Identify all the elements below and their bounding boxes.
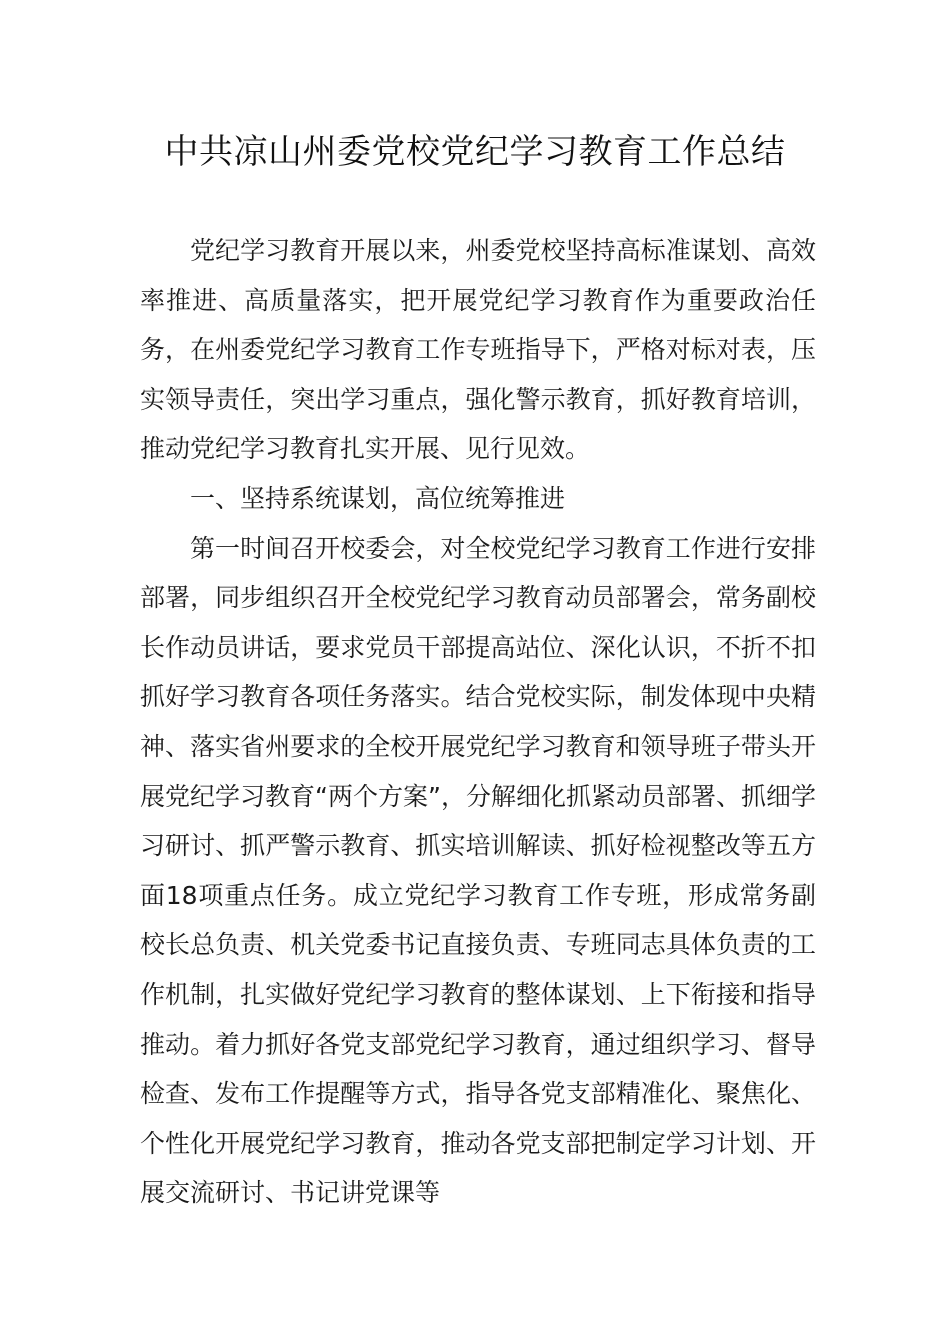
document-title: 中共凉山州委党校党纪学习教育工作总结	[164, 132, 786, 172]
paragraph-section-1: 第一时间召开校委会，对全校党纪学习教育工作进行安排部署，同步组织召开全校党纪学习教育动员部署会，常务副校长作动员讲话，要求党员干部提高站位、深化认识，不折不扣抓好学习教育各项任务落实。结合党校实际，制发体现中央精神、落实省州要求的全校开展党纪学习教育和领导班子带头开展党纪学习教育“两个方案”，分解细化抓紧动员部署、抓细学习研讨、抓严警示教育、抓实培训解读、抓好检视整改等五方面18项重点任务。成立党纪学习教育工作专班，形成常务副校长总负责、机关党委书记直接负责、专班同志具体负责的工作机制，扎实做好党纪学习教育的整体谋划、上下衔接和指导推动。着力抓好各党支部党纪学习教育，通过组织学习、督导检查、发布工作提醒等方式，指导各党支部精准化、聚焦化、个性化开展党纪学习教育，推动各党支部把制定学习计划、开展交流研讨、书记讲党课等	[140, 533, 816, 1208]
document-body	[140, 226, 816, 1218]
section-heading-1: 一、坚持系统谋划，高位统筹推进	[190, 483, 566, 513]
paragraph-intro: 党纪学习教育开展以来，州委党校坚持高标准谋划、高效率推进、高质量落实，把开展党纪学习教育作为重要政治任务，在州委党纪学习教育工作专班指导下，严格对标对表，压实领导责任，突出学习重点，强化警示教育，抓好教育培训，推动党纪学习教育扎实开展、见行见效。	[140, 236, 816, 464]
